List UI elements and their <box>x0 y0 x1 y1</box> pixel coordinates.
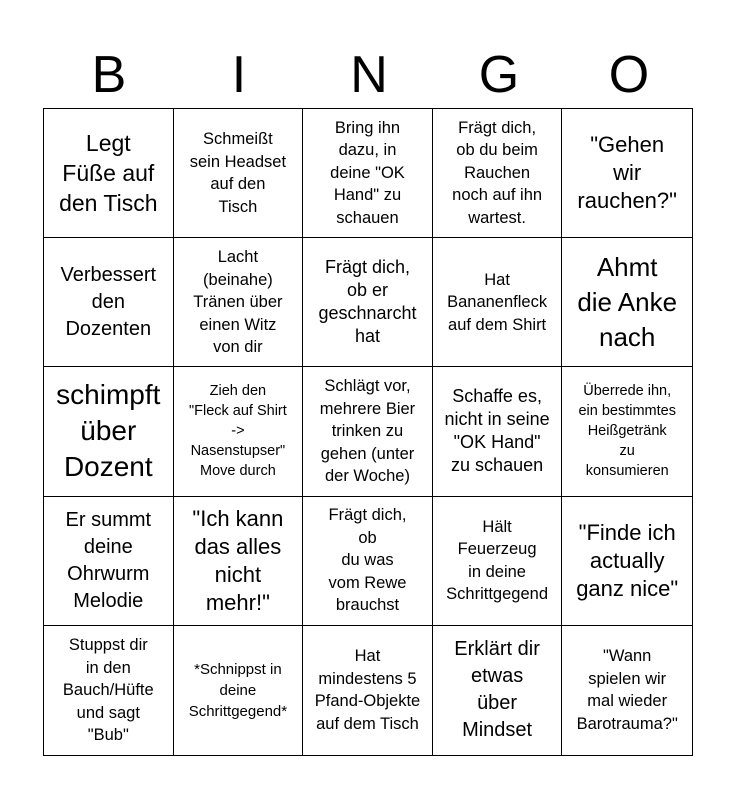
header-letter-i: I <box>231 46 247 104</box>
bingo-cell-3-4[interactable]: Schaffe es, nicht in seine "OK Hand" zu schauen <box>433 367 563 496</box>
bingo-cell-1-5[interactable]: "Gehen wir rauchen?" <box>562 109 692 238</box>
bingo-cell-5-5[interactable]: "Wann spielen wir mal wieder Barotrauma?" <box>576 647 678 733</box>
bingo-cell-5-2[interactable]: *Schnippst in deine Schrittgegend* <box>174 626 304 755</box>
bingo-cell-3-3[interactable]: Schlägt vor, mehrere Bier trinken zu gehen (unter der Woche) <box>303 367 433 496</box>
bingo-cell-4-4[interactable]: Hält Feuerzeug in deine Schrittgegend <box>433 497 563 626</box>
bingo-cell-2-3[interactable]: Frägt dich, ob er geschnarcht hat <box>303 238 433 367</box>
bingo-cell-4-5[interactable]: "Finde ich actually ganz nice" <box>562 497 692 626</box>
header-letter-n: N <box>350 46 388 104</box>
bingo-cell-2-4[interactable]: Hat Bananenfleck auf dem Shirt <box>433 238 563 367</box>
bingo-cell-1-2[interactable]: Schmeißt sein Headset auf den Tisch <box>174 109 304 238</box>
bingo-cell-4-3[interactable]: Frägt dich, ob du was vom Rewe brauchst <box>303 497 433 626</box>
bingo-cell-5-4[interactable]: Erklärt dir etwas über Mindset <box>433 626 563 755</box>
bingo-cell-3-5[interactable]: Überrede ihn, ein bestimmtes Heißgetränk zu konsumieren <box>562 367 692 496</box>
header-letter-b: B <box>91 46 127 104</box>
header-letter-o: O <box>608 46 650 104</box>
bingo-cell-2-2[interactable]: Lacht (beinahe) Tränen über einen Witz von dir <box>174 238 304 367</box>
bingo-cell-4-2[interactable]: "Ich kann das alles nicht mehr!" <box>174 497 304 626</box>
bingo-cell-3-1[interactable]: schimpft über Dozent <box>44 367 174 496</box>
bingo-cell-1-3[interactable]: Bring ihn dazu, in deine "OK Hand" zu schauen <box>303 109 433 238</box>
bingo-cell-2-5[interactable]: Ahmt die Anke nach <box>562 238 692 367</box>
bingo-cell-1-4[interactable]: Frägt dich, ob du beim Rauchen noch auf ihn wartest. <box>433 109 563 238</box>
bingo-cell-3-2[interactable]: Zieh den "Fleck auf Shirt -> Nasenstupser" Move durch <box>174 367 304 496</box>
bingo-cell-4-1[interactable]: Er summt deine Ohrwurm Melodie <box>44 497 174 626</box>
header-letter-g: G <box>478 46 520 104</box>
bingo-grid <box>43 108 693 756</box>
bingo-header <box>44 44 694 106</box>
bingo-cell-1-1[interactable]: Legt Füße auf den Tisch <box>44 109 174 238</box>
bingo-cell-5-1[interactable]: Stuppst dir in den Bauch/Hüfte und sagt "Bub" <box>44 626 174 755</box>
bingo-cell-5-3[interactable]: Hat mindestens 5 Pfand-Objekte auf dem Tisch <box>303 626 433 755</box>
bingo-cell-2-1[interactable]: Verbessert den Dozenten <box>44 238 174 367</box>
